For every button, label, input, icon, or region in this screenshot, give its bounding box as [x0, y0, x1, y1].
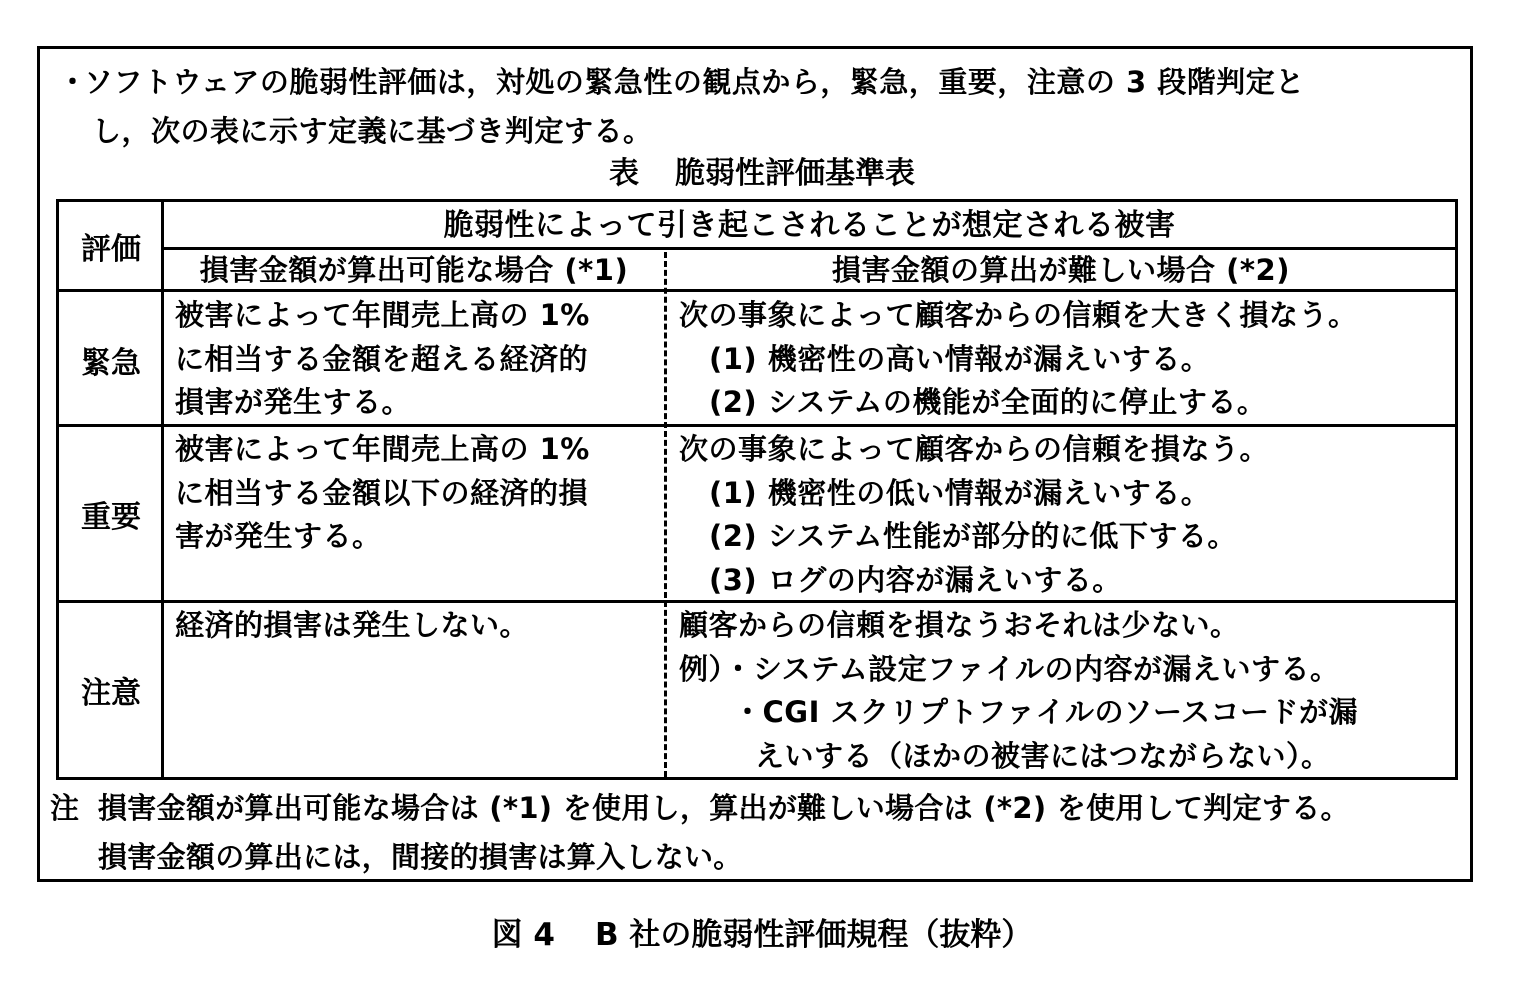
row-important-col1-line: 被害によって年間売上高の 1% [175, 432, 590, 466]
intro-line-2: し，次の表に示す定義に基づき判定する。 [92, 114, 653, 148]
example-label: 例） [679, 651, 724, 686]
row-urgent-col2-item: (1) 機密性の高い情報が漏えいする。 [709, 341, 1211, 376]
header-damage-group: 脆弱性によって引き起こされることが想定される被害 [443, 208, 1176, 243]
row-important-col2 [679, 428, 1449, 602]
note-mark: 注 [50, 791, 80, 825]
row-important-col1-line: に相当する金額以下の経済的損 [175, 475, 589, 510]
row-urgent-col2-item: (2) システムの機能が全面的に停止する。 [709, 385, 1267, 419]
row-caution-col1 [175, 604, 660, 648]
table-title-prefix: 表 [609, 156, 639, 191]
row-urgent-col2-lead: 次の事象によって顧客からの信頼を大きく損なう。 [679, 298, 1358, 332]
row-important-col2-item: (2) システム性能が部分的に低下する。 [709, 519, 1237, 553]
intro-paragraph [58, 58, 1458, 156]
intro-text-1: ソフトウェアの脆弱性評価は，対処の緊急性の観点から，緊急，重要，注意の 3 段階判定と [84, 65, 1305, 99]
row-important-col2-item: (1) 機密性の低い情報が漏えいする。 [709, 475, 1211, 510]
row-caution-col2-lead: 顧客からの信頼を損なうおそれは少ない。 [679, 608, 1240, 642]
header-col1: 損害金額が算出可能な場合 (*1) [199, 253, 629, 287]
rating-important: 重要 [81, 500, 141, 535]
table-note [50, 784, 1460, 882]
intro-line-1 [58, 58, 1458, 107]
row-important-col2-item: (3) ログの内容が漏えいする。 [709, 562, 1122, 597]
note-line-2: 損害金額の算出には，間接的損害は算入しない。 [98, 840, 743, 874]
row-urgent-col1-line: 損害が発生する。 [175, 385, 412, 419]
row-caution-col2-item: ・システム設定ファイルの内容が漏えいする。 [723, 651, 1340, 686]
row-caution-col2-example [679, 648, 1449, 692]
row-important-col2-lead: 次の事象によって顧客からの信頼を損なう。 [679, 432, 1270, 466]
row-urgent-col1-line: 被害によって年間売上高の 1% [175, 298, 590, 332]
row-caution-col2-item: ・CGI スクリプトファイルのソースコードが漏 [733, 695, 1358, 729]
header-col2: 損害金額の算出が難しい場合 (*2) [832, 253, 1290, 287]
row-caution-col2 [679, 604, 1449, 778]
row-urgent-col2 [679, 294, 1449, 425]
rating-urgent: 緊急 [81, 346, 141, 381]
row-important-col1 [175, 428, 660, 559]
figure-caption [0, 912, 1524, 958]
rating-caution: 注意 [81, 676, 141, 711]
row-urgent-col1-line: に相当する金額を超える経済的 [175, 341, 589, 376]
row-caution-col2-item: えいする（ほかの被害にはつながらない）。 [755, 738, 1331, 773]
note-line-1 [50, 784, 1460, 833]
figure-title: B 社の脆弱性評価規程（抜粋） [594, 917, 1033, 953]
row-important-col1-line: 害が発生する。 [175, 519, 382, 553]
table-title-text: 脆弱性評価基準表 [675, 156, 915, 191]
table-title [0, 152, 1524, 196]
header-rating: 評価 [81, 232, 141, 267]
row-caution-col1-line: 経済的損害は発生しない。 [175, 608, 530, 642]
row-urgent-col1 [175, 294, 660, 425]
figure-number: 図 4 [491, 917, 555, 953]
bullet-mark: ・ [58, 65, 88, 99]
column-dashed-divider [664, 252, 667, 777]
note-text-1: 損害金額が算出可能な場合は (*1) を使用し，算出が難しい場合は (*2) を使用して判定する。 [98, 791, 1350, 825]
vulnerability-criteria-table [56, 199, 1458, 780]
